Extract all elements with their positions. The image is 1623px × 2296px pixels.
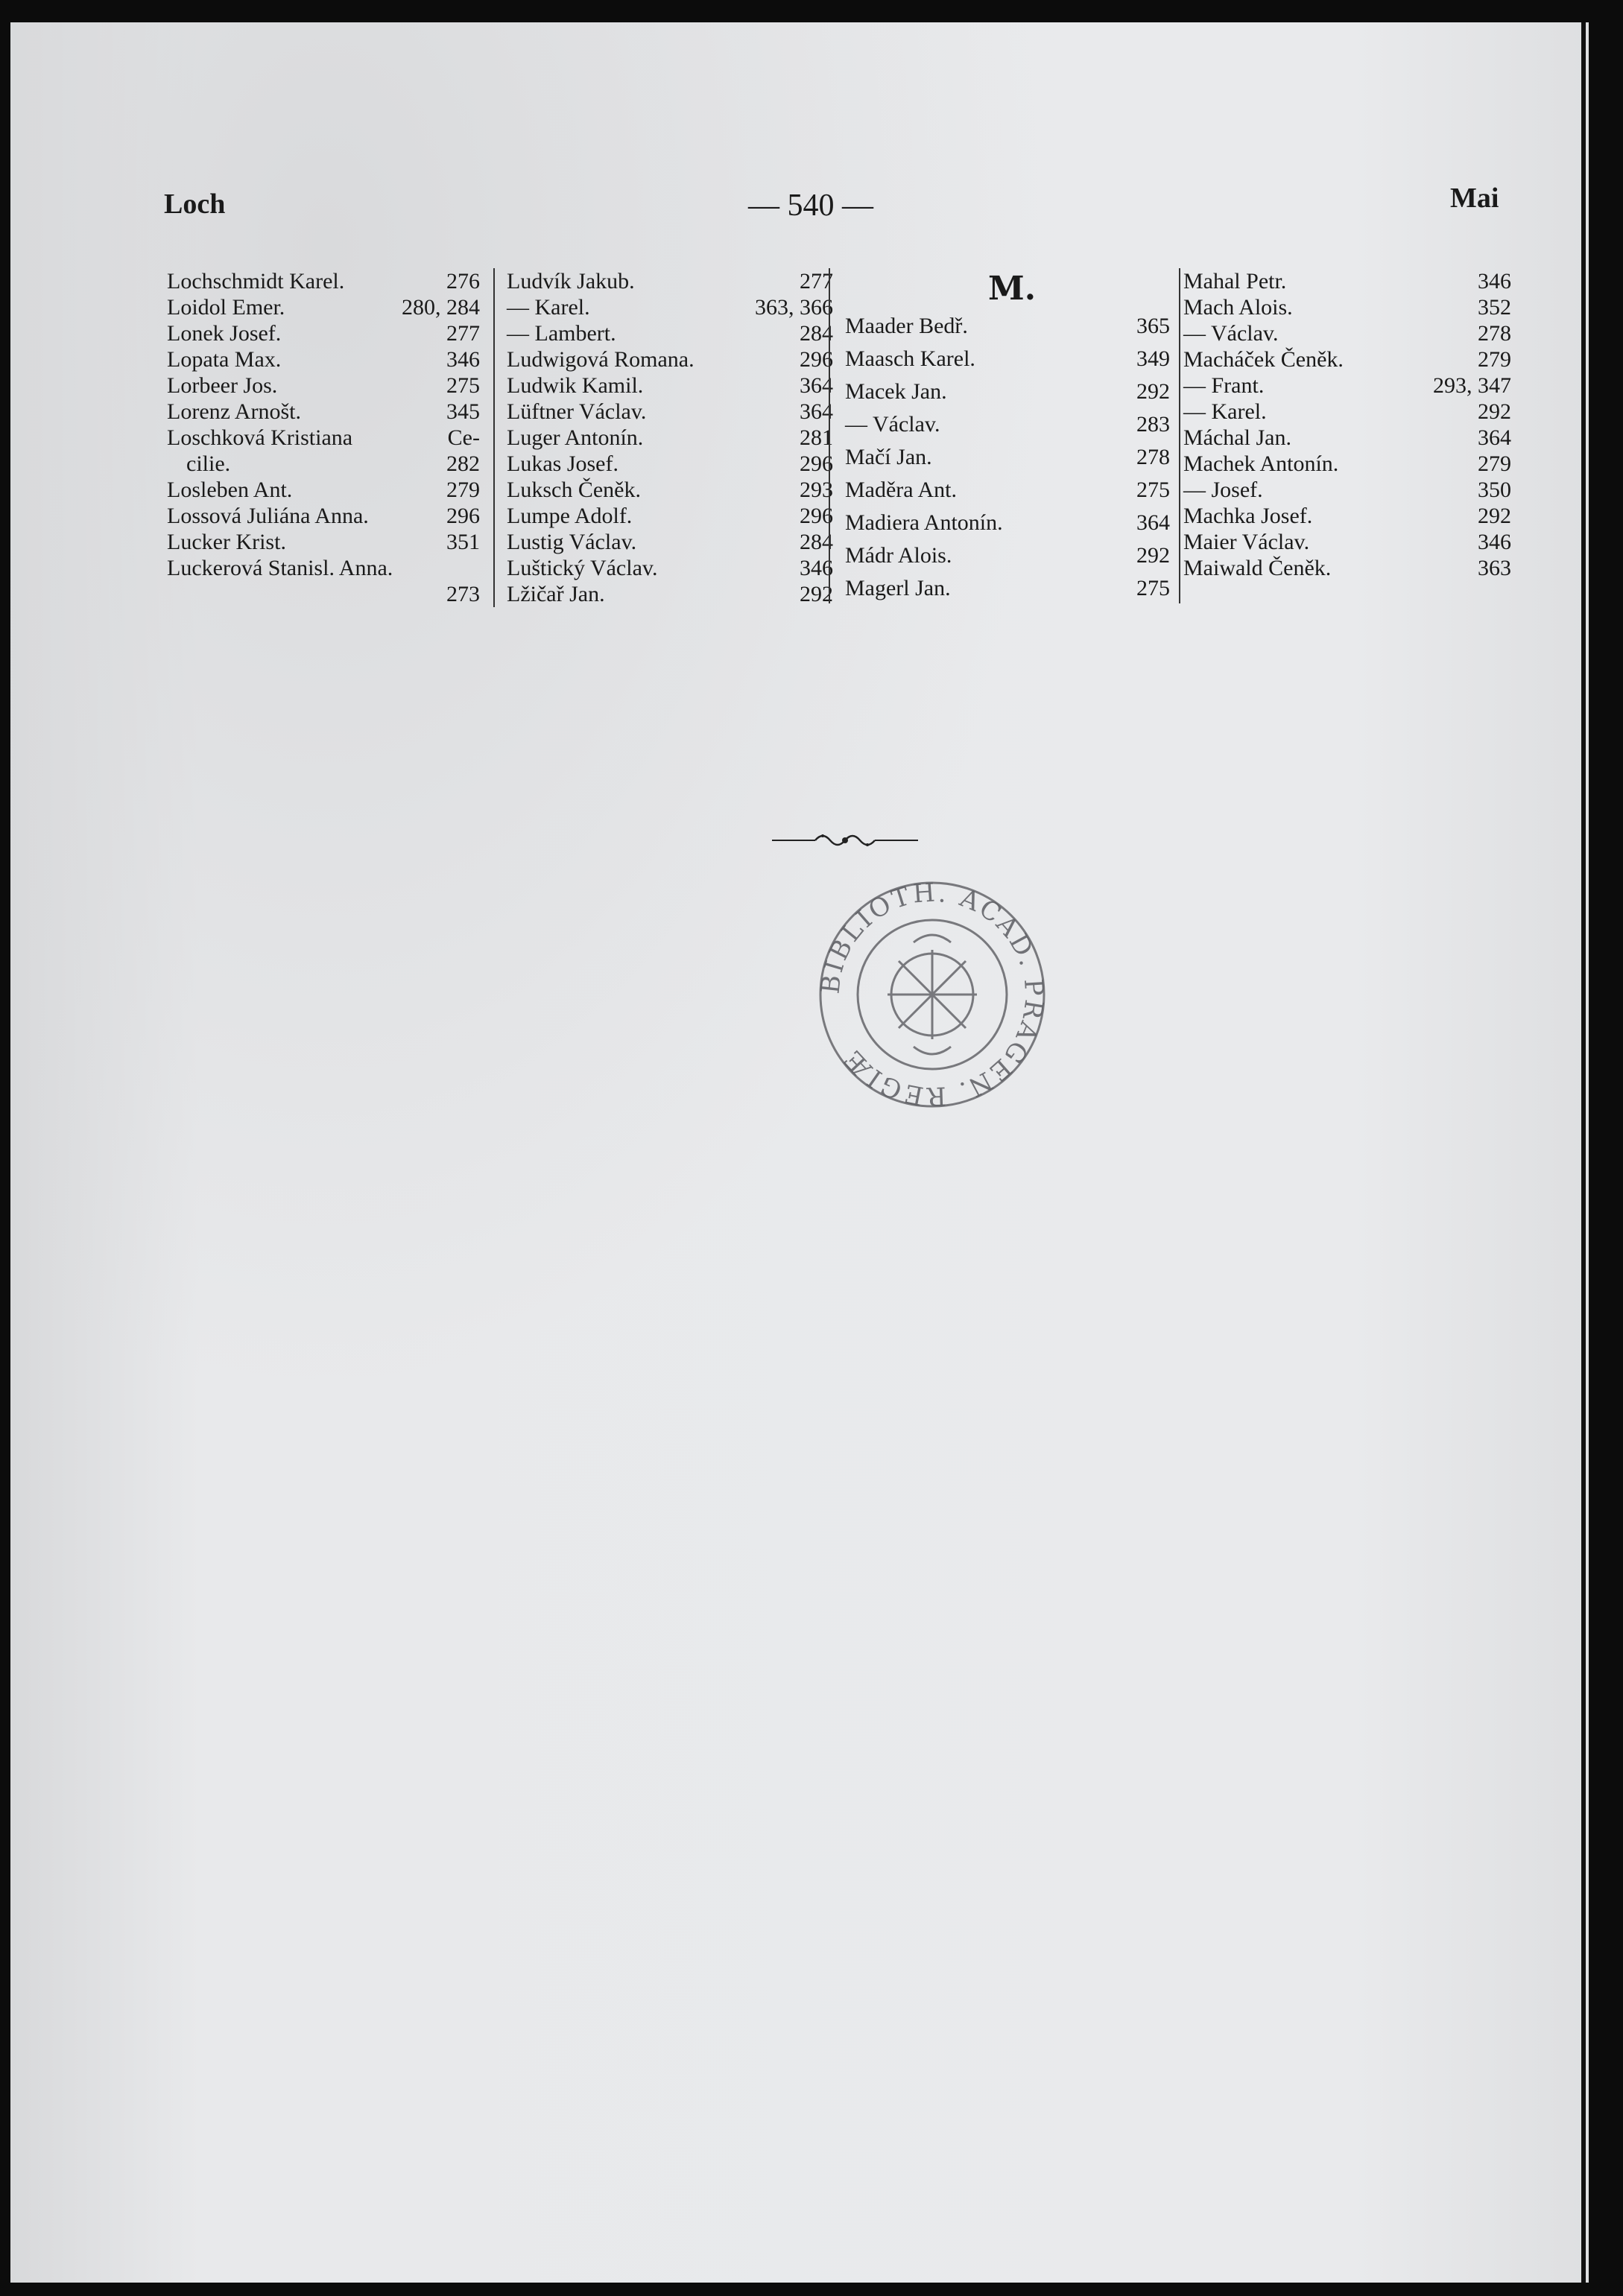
entry-name: — Josef. — [1183, 478, 1263, 502]
entry-name: Mádr Alois. — [845, 543, 952, 568]
entry-pages: 279 — [446, 478, 480, 502]
index-entry — [1183, 399, 1511, 425]
entry-name: Lucker Krist. — [167, 530, 286, 554]
entry-pages: 346 — [1478, 530, 1511, 554]
entry-pages: 296 — [446, 504, 480, 528]
index-entry — [845, 474, 1170, 507]
index-entry — [167, 372, 480, 399]
entry-name: Luksch Čeněk. — [507, 478, 641, 502]
entry-pages: 284 — [800, 321, 833, 346]
index-entry — [507, 477, 833, 503]
index-entry — [1183, 372, 1511, 399]
entry-pages: 364 — [800, 373, 833, 398]
entry-pages: 346 — [800, 556, 833, 580]
entry-pages: 349 — [1136, 346, 1170, 371]
running-head-left: Loch — [164, 188, 226, 220]
entry-name: Lumpe Adolf. — [507, 504, 633, 528]
entry-name: Ludvík Jakub. — [507, 269, 635, 294]
entry-pages: 296 — [800, 504, 833, 528]
index-entry — [507, 425, 833, 451]
entry-name: Máchal Jan. — [1183, 425, 1291, 450]
entry-name: Lochschmidt Karel. — [167, 269, 345, 294]
entry-pages: 296 — [800, 347, 833, 372]
entry-name: Losleben Ant. — [167, 478, 293, 502]
index-entry — [845, 343, 1170, 375]
index-entry — [845, 408, 1170, 441]
entry-pages: 279 — [1478, 347, 1511, 372]
entry-pages: 363, 366 — [755, 295, 833, 320]
page-edge — [1581, 22, 1586, 2283]
entry-pages: 292 — [1478, 504, 1511, 528]
entry-pages: 292 — [800, 582, 833, 606]
entry-name: Lžičař Jan. — [507, 582, 605, 606]
entry-name: Ludwik Kamil. — [507, 373, 644, 398]
entry-pages: 292 — [1478, 399, 1511, 424]
entry-pages: 278 — [1136, 445, 1170, 469]
index-entry — [1183, 294, 1511, 320]
index-entry — [167, 268, 480, 294]
entry-name: Lorbeer Jos. — [167, 373, 278, 398]
page-number: — 540 — — [748, 188, 873, 223]
index-entry — [507, 399, 833, 425]
entry-name: Loschková Kristiana — [167, 425, 353, 450]
index-entry — [507, 268, 833, 294]
index-entry — [507, 346, 833, 372]
index-entry — [507, 503, 833, 529]
entry-pages: 276 — [446, 269, 480, 294]
index-entry — [167, 555, 480, 581]
entry-pages: 283 — [1136, 412, 1170, 437]
entry-pages: 363 — [1478, 556, 1511, 580]
entry-pages: 280, 284 — [402, 295, 480, 320]
entry-pages: 277 — [800, 269, 833, 294]
index-entry — [845, 507, 1170, 539]
index-entry — [167, 399, 480, 425]
entry-pages: 275 — [1136, 478, 1170, 502]
index-entry — [507, 581, 833, 607]
index-entry — [1183, 451, 1511, 477]
entry-name: Macháček Čeněk. — [1183, 347, 1344, 372]
entry-name: Maděra Ant. — [845, 478, 957, 502]
entry-name: Ludwigová Romana. — [507, 347, 695, 372]
index-entry — [167, 425, 480, 451]
entry-name: Macek Jan. — [845, 379, 947, 404]
entry-name: Lustig Václav. — [507, 530, 637, 554]
index-entry — [507, 320, 833, 346]
index-entry — [845, 572, 1170, 605]
entry-name: Madiera Antonín. — [845, 510, 1003, 535]
index-entry — [167, 294, 480, 320]
index-entry — [167, 477, 480, 503]
entry-pages: 365 — [1136, 314, 1170, 338]
entry-name: Lüftner Václav. — [507, 399, 647, 424]
index-entry — [507, 529, 833, 555]
entry-pages: 352 — [1478, 295, 1511, 320]
section-letter: M. — [987, 270, 1037, 308]
entry-name: — Karel. — [1183, 399, 1267, 424]
entry-pages: 292 — [1136, 379, 1170, 404]
entry-pages: 275 — [1136, 576, 1170, 600]
ornament-divider-icon — [771, 827, 920, 854]
index-entry — [167, 581, 480, 607]
stamp-text: BIBLIOTH. ACAD. PRAGEN. REGIÆ — [815, 878, 1049, 1111]
index-entry — [845, 441, 1170, 474]
entry-name: Lukas Josef. — [507, 451, 618, 476]
entry-name: Mach Alois. — [1183, 295, 1293, 320]
index-entry — [1183, 320, 1511, 346]
entry-pages: 278 — [1478, 321, 1511, 346]
index-entry — [845, 375, 1170, 408]
entry-name: Magerl Jan. — [845, 576, 951, 600]
entry-name: Lopata Max. — [167, 347, 282, 372]
entry-name: Maiwald Čeněk. — [1183, 556, 1332, 580]
entry-name: Mačí Jan. — [845, 445, 932, 469]
entry-name: Machek Antonín. — [1183, 451, 1339, 476]
entry-name: Mahal Petr. — [1183, 269, 1287, 294]
library-stamp-icon — [809, 872, 1055, 1117]
index-entry — [1183, 503, 1511, 529]
entry-pages: 351 — [446, 530, 480, 554]
entry-pages: 296 — [800, 451, 833, 476]
index-entry — [1183, 425, 1511, 451]
entry-name: Maasch Karel. — [845, 346, 975, 371]
index-entry — [845, 539, 1170, 572]
index-entry — [1183, 555, 1511, 581]
scanned-page — [10, 22, 1589, 2283]
index-entry — [1183, 477, 1511, 503]
index-entry — [167, 320, 480, 346]
entry-pages: 284 — [800, 530, 833, 554]
index-column-4 — [1170, 268, 1511, 581]
index-column-1 — [167, 268, 480, 607]
entry-pages: 346 — [446, 347, 480, 372]
entry-pages: 275 — [446, 373, 480, 398]
index-entry — [167, 503, 480, 529]
entry-pages: Ce- — [447, 425, 480, 450]
entry-pages: 282 — [446, 451, 480, 476]
entry-pages: 281 — [800, 425, 833, 450]
entry-name: Loidol Emer. — [167, 295, 285, 320]
index-entry — [167, 451, 480, 477]
entry-name: — Lambert. — [507, 321, 616, 346]
entry-name: Lonek Josef. — [167, 321, 282, 346]
entry-name: Lorenz Arnošt. — [167, 399, 301, 424]
index-column-3 — [829, 268, 1180, 603]
entry-name: Lossová Juliána Anna. — [167, 504, 369, 528]
entry-pages: 345 — [446, 399, 480, 424]
index-entry — [507, 451, 833, 477]
entry-pages: 293 — [800, 478, 833, 502]
entry-name: Luckerová Stanisl. Anna. — [167, 556, 393, 580]
entry-name: cilie. — [186, 451, 231, 476]
index-entry — [507, 372, 833, 399]
entry-pages: 346 — [1478, 269, 1511, 294]
entry-pages: 364 — [1136, 510, 1170, 535]
entry-name: — Frant. — [1183, 373, 1265, 398]
running-head-right: Mai — [1450, 183, 1499, 214]
entry-name: — Václav. — [1183, 321, 1279, 346]
index-column-2 — [493, 268, 833, 607]
entry-name: — Karel. — [507, 295, 590, 320]
entry-pages: 350 — [1478, 478, 1511, 502]
index-entry — [167, 346, 480, 372]
entry-name: Maier Václav. — [1183, 530, 1310, 554]
index-entry — [167, 529, 480, 555]
index-entry — [1183, 268, 1511, 294]
entry-pages: 273 — [446, 582, 480, 606]
entry-pages: 277 — [446, 321, 480, 346]
entry-name: Luštický Václav. — [507, 556, 658, 580]
entry-pages: 364 — [1478, 425, 1511, 450]
index-entry — [507, 294, 833, 320]
entry-name: Luger Antonín. — [507, 425, 644, 450]
entry-name: — Václav. — [845, 412, 940, 437]
index-entry — [507, 555, 833, 581]
entry-name: Maader Bedř. — [845, 314, 968, 338]
entry-pages: 279 — [1478, 451, 1511, 476]
entry-pages: 364 — [800, 399, 833, 424]
entry-name: Machka Josef. — [1183, 504, 1313, 528]
index-entry — [1183, 346, 1511, 372]
entry-pages: 292 — [1136, 543, 1170, 568]
index-entry — [1183, 529, 1511, 555]
index-entry — [845, 310, 1170, 343]
entry-pages: 293, 347 — [1433, 373, 1511, 398]
